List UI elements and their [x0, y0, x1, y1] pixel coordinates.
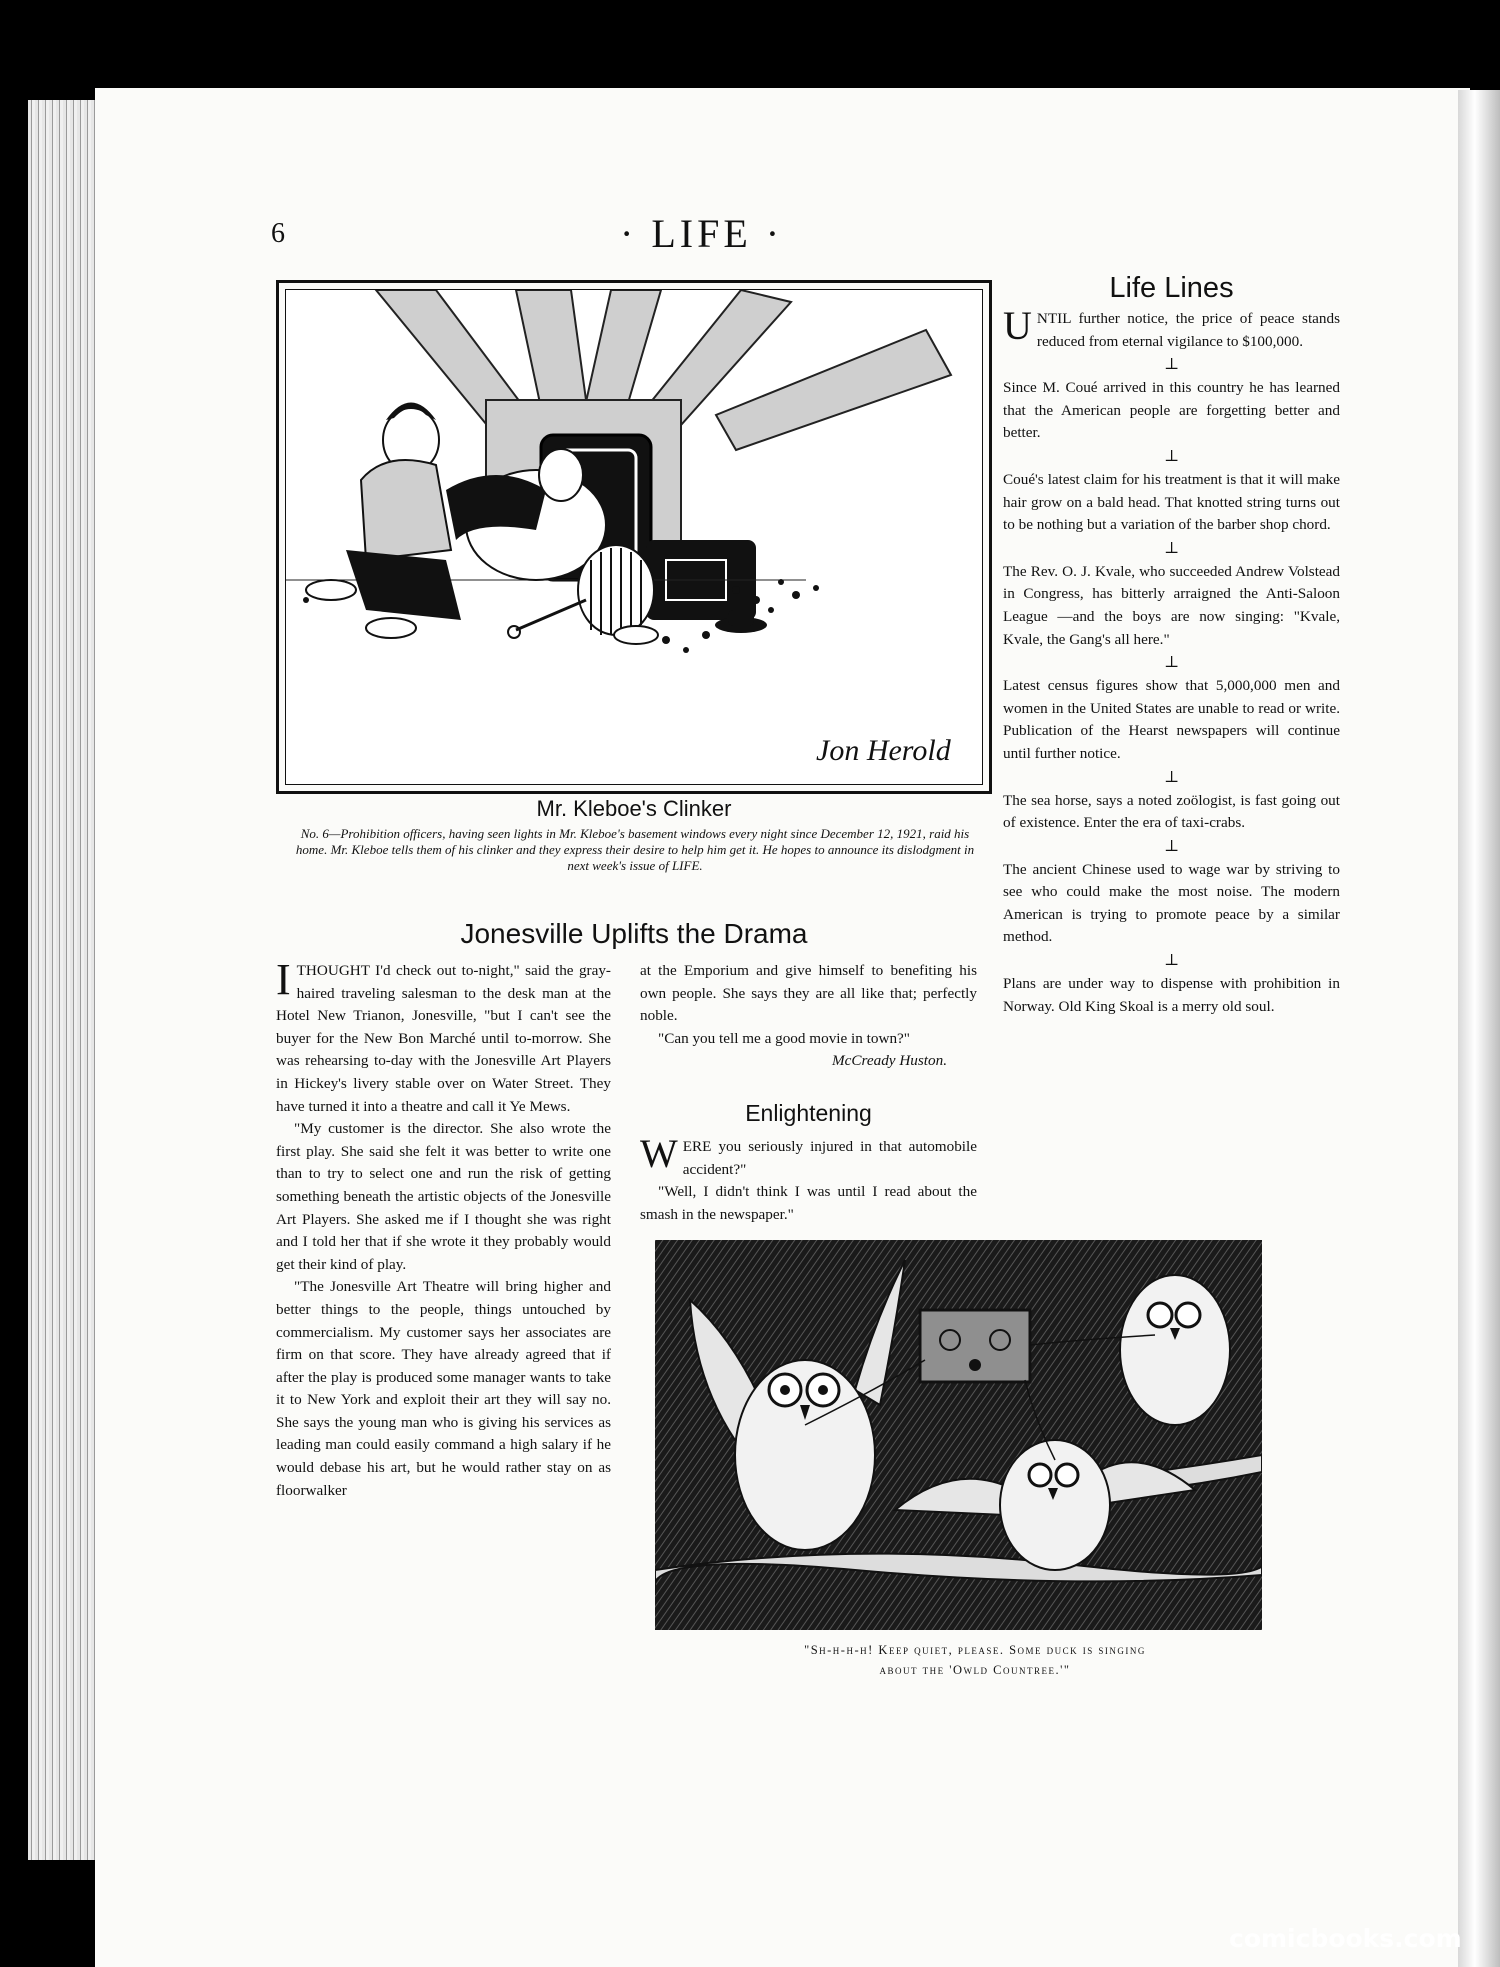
dropcap: W	[640, 1131, 678, 1176]
life-lines-paragraph: The sea horse, says a noted zoölogist, is fast going out of existence. Enter the era of taxi-crabs.	[1003, 791, 1340, 832]
enlightening-paragraph: "Well, I didn't think I was until I read about the smash in the newspaper."	[640, 1183, 977, 1223]
separator-ornament: ⊥	[1163, 837, 1180, 855]
life-lines-paragraph: Coué's latest claim for his treatment is that it will make hair grow on a bald head. That knotted string turns out to be nothing but a variation of the barber shop chord.	[1003, 470, 1340, 534]
separator-ornament: ⊥	[1163, 447, 1180, 465]
book-gutter	[1458, 90, 1500, 1967]
jonesville-paragraph: ITHOUGHT I'd check out to-night," said the gray-haired traveling salesman to the desk man at the Hotel New Trianon, Jonesville, "but I can't see the buyer for the New Bon Marché until to-morrow. She was rehearsing to-day with the Jonesville Art Players in Hickey's livery stable over on Water Street. They have turned it into a theatre and call it Ye Mews.	[276, 955, 611, 1115]
cartoon-caption: No. 6—Prohibition officers, having seen lights in Mr. Kleboe's basement windows every night since December 12, 1921, raid his home. Mr. Kleboe tells them of his clinker and they express their desire to help him get it. He hopes to announce its dislodgment in next week's issue of LIFE.	[295, 826, 975, 873]
jonesville-paragraph: "My customer is the director. She also wrote the first play. She said she felt it was better to write one than to try to select one and run the risk of getting something beneath the artistic objects of the Jonesville Art Players. She asked me if I thought she was right and I told her that if she wrote it they probably would get their kind of play.	[276, 1120, 611, 1273]
life-lines-paragraph: The Rev. O. J. Kvale, who succeeded Andrew Volstead in Congress, has bitterly arraigned the Anti-Saloon League —and the boys are now singing: "Kvale, Kvale, the Gang's all here."	[1003, 562, 1340, 648]
masthead: · LIFE ·	[620, 211, 784, 256]
book-page-edges	[28, 100, 100, 1860]
enlightening-paragraph: WERE you seriously injured in that automobile accident?"	[640, 1131, 977, 1178]
article-title-life-lines: Life Lines	[1109, 272, 1234, 304]
separator-ornament: ⊥	[1163, 952, 1180, 970]
site-watermark: comicbooks.com	[1229, 1924, 1462, 1953]
dropcap: I	[276, 955, 291, 1004]
separator-ornament: ⊥	[1163, 539, 1180, 557]
jonesville-column-2	[640, 960, 977, 1073]
jonesville-column-1	[276, 955, 611, 1690]
article-title-jonesville: Jonesville Uplifts the Drama	[460, 918, 808, 949]
separator-ornament: ⊥	[1163, 356, 1180, 374]
jonesville-paragraph: at the Emporium and give himself to benefiting his own people. She says they are all like that; perfectly noble.	[640, 962, 977, 1025]
furnace-cartoon-drawing	[286, 290, 982, 784]
owl-cartoon-illustration	[655, 1240, 1262, 1630]
jonesville-paragraph: "Can you tell me a good movie in town?" McCready Huston.	[640, 1028, 977, 1051]
separator-ornament: ⊥	[1163, 768, 1180, 786]
separator-ornament: ⊥	[1163, 654, 1180, 672]
life-lines-paragraph: The ancient Chinese used to wage war by striving to see who could make the most noise. The modern American is trying to promote peace by a similar method.	[1003, 860, 1340, 946]
owl-cartoon-caption: "Sh-h-h-h! Keep quiet, please. Some duck is singing about the 'Owld Countree.'"	[804, 1643, 1146, 1677]
cartoon-frame	[276, 280, 992, 794]
page-number: 6	[271, 218, 285, 249]
cartoon-title: Mr. Kleboe's Clinker	[536, 796, 732, 821]
life-lines-column	[1003, 303, 1340, 1018]
cartoon-illustration	[285, 289, 983, 785]
life-lines-paragraph: Plans are under way to dispense with prohibition in Norway. Old King Skoal is a merry old soul.	[1003, 975, 1340, 1015]
article-title-enlightening: Enlightening	[745, 1100, 872, 1126]
dropcap: U	[1003, 303, 1032, 348]
life-lines-paragraph: Latest census figures show that 5,000,000 men and women in the United States are unable to read or write. Publication of the Hearst newspapers will continue until further notice.	[1003, 677, 1340, 762]
enlightening-text	[640, 1131, 977, 1226]
jonesville-paragraph: "The Jonesville Art Theatre will bring higher and better things to the people, things untouched by commercialism. My customer says her associates are firm on that score. They have already agreed that if after the play is produced some manager wants to take it to New York and exploit their art they will say no. She says the young man who is giving his services as leading man could easily command a high salary if he would debase his art, but he would rather stay on as floorwalker	[276, 1278, 611, 1499]
owl-cartoon-drawing	[655, 1240, 1262, 1630]
life-lines-paragraph: Since M. Coué arrived in this country he has learned that the American people are forgetting better and better.	[1003, 379, 1340, 442]
article-author: McCready Huston.	[831, 1052, 947, 1070]
cartoon-signature: Jon Herold	[816, 734, 951, 767]
life-lines-paragraph: UNTIL further notice, the price of peace stands reduced from eternal vigilance to $100,000.	[1003, 303, 1340, 350]
